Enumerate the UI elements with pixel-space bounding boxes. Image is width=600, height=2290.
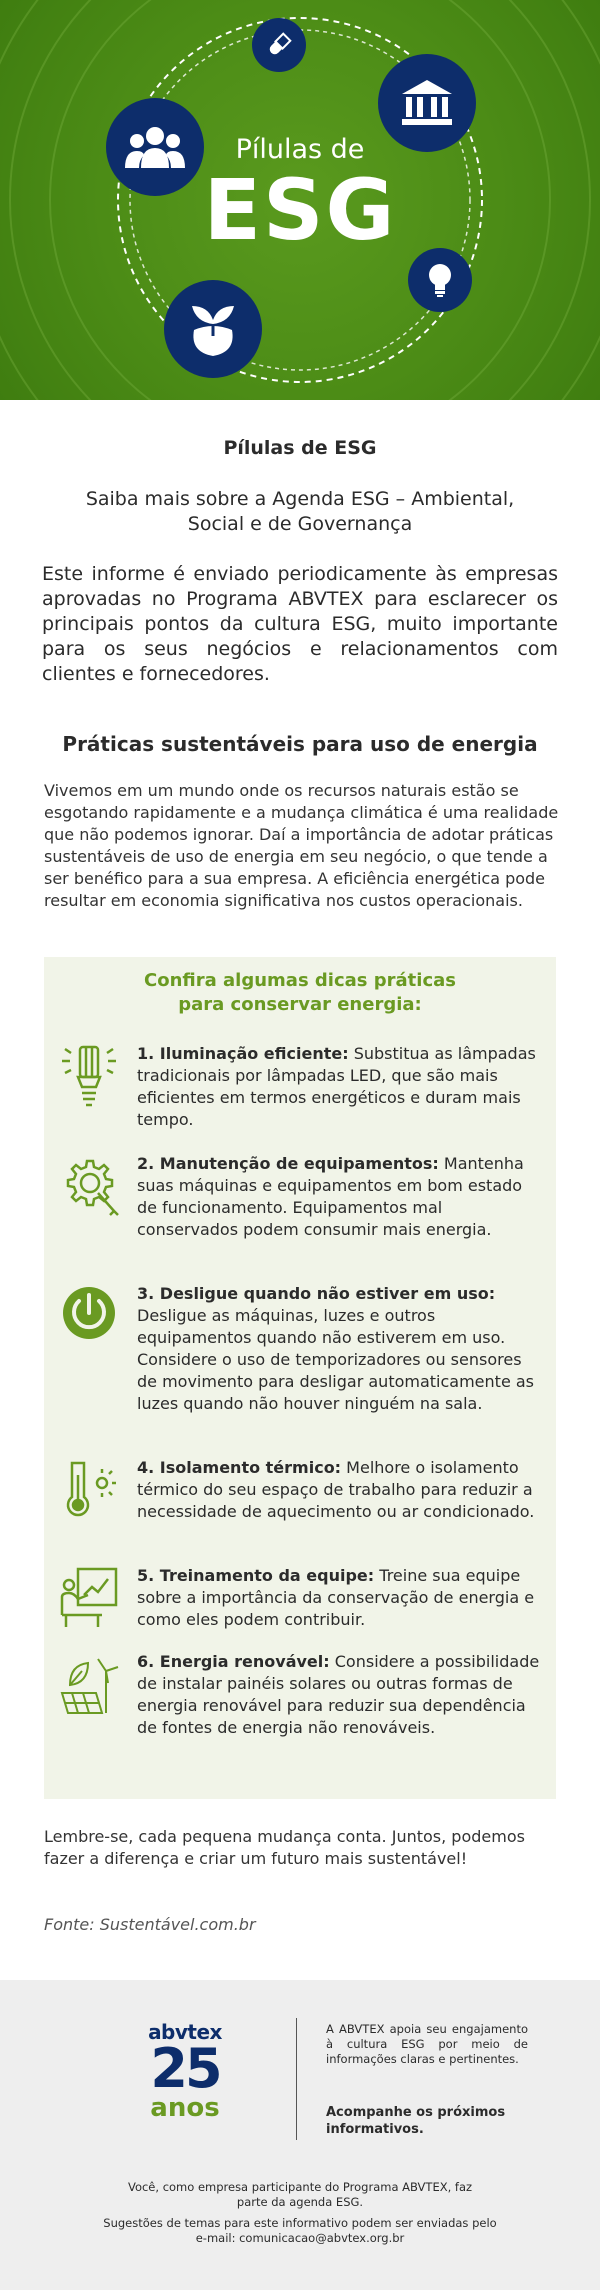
tip-text: 5. Treinamento da equipe: Treine sua equipe sobre a importância da conservação de energia e como eles podem contribuir. xyxy=(137,1566,535,1629)
tips-title-line2: para conservar energia: xyxy=(178,994,422,1015)
intro-body: Este informe é enviado periodicamente às empresas aprovadas no Programa ABVTEX para esclarecer os principais pontos da cultura ESG, muito importante para os seus negócios e relacionamentos com clientes e fornecedores. xyxy=(42,563,558,685)
hero-title: ESG xyxy=(203,161,397,259)
lightbulb-icon xyxy=(408,248,472,312)
tip-text: 2. Manutenção de equipamentos: Mantenha suas máquinas e equipamentos em bom estado de funcionamento. Equipamentos mal conservados podem consumir mais energia. xyxy=(137,1154,524,1239)
intro-title: Pílulas de ESG xyxy=(223,437,377,459)
source-text: Fonte: Sustentável.com.br xyxy=(44,1915,256,1934)
tip-text: 1. Iluminação eficiente: Substitua as lâmpadas tradicionais por lâmpadas LED, que são mais eficientes em termos energéticos e duram mais tempo. xyxy=(137,1044,536,1129)
thermometer-icon xyxy=(58,1457,120,1527)
tip-text: 6. Energia renovável: Considere a possibilidade de instalar painéis solares ou outras formas de energia renovável para reduzir sua dependência de fontes de energia não renováveis. xyxy=(137,1652,540,1737)
led-bulb-icon xyxy=(58,1043,120,1113)
section-body: Vivemos em um mundo onde os recursos naturais estão se esgotando rapidamente e a mudança climática é uma realidade que não podemos ignorar. Daí a importância de adotar práticas sustentáveis de uso de energia em seu negócio, o que tende a ser benéfico para a sua empresa. A eficiência energética pode resultar em economia significativa nos custos operacionais. xyxy=(44,781,559,910)
tip-text: 4. Isolamento térmico: Melhore o isolamento térmico do seu espaço de trabalho para reduzir a necessidade de aquecimento ou ar condicionado. xyxy=(137,1458,535,1521)
tips-title-line1: Confira algumas dicas práticas xyxy=(144,970,456,991)
footer-follow: Acompanhe os próximos informativos. xyxy=(326,2105,506,2137)
gear-wrench-icon xyxy=(58,1153,120,1223)
footer-divider xyxy=(296,2018,297,2140)
power-icon xyxy=(58,1283,120,1353)
footer-suggestions: Sugestões de temas para este informativo podem ser enviadas pelo e-mail: comunicacao@abvtex.org.br xyxy=(103,2216,497,2245)
abvtex-25-anos-logo xyxy=(140,2020,230,2122)
plant-icon xyxy=(164,280,262,378)
hero-banner xyxy=(0,0,600,400)
pill-icon xyxy=(252,18,306,72)
logo-brand: abvtex xyxy=(148,2020,222,2044)
footer-participation: Você, como empresa participante do Programa ABVTEX, faz parte da agenda ESG. xyxy=(127,2180,473,2209)
intro-subtitle: Saiba mais sobre a Agenda ESG – Ambiental, Social e de Governança xyxy=(85,488,515,535)
tips-title xyxy=(44,969,556,1017)
footer xyxy=(0,1980,600,2290)
logo-number: 25 xyxy=(150,2037,220,2100)
tip-text: 3. Desligue quando não estiver em uso: Desligue as máquinas, luzes e outros equipamentos quando não estiverem em uso. Considere o uso de temporizadores ou sensores de movimento para desligar automaticamente as luzes quando não houver ninguém na sala. xyxy=(137,1284,535,1413)
section-title: Práticas sustentáveis para uso de energia xyxy=(62,732,538,756)
logo-years: anos xyxy=(150,2093,220,2123)
tips-box xyxy=(44,957,556,1799)
hero-subtitle: Pílulas de xyxy=(235,134,365,165)
footer-note: A ABVTEX apoia seu engajamento à cultura ESG por meio de informações claras e pertinentes. xyxy=(326,2022,528,2066)
training-icon xyxy=(58,1565,120,1635)
closing-text: Lembre-se, cada pequena mudança conta. Juntos, podemos fazer a diferença e criar um futuro mais sustentável! xyxy=(44,1827,525,1868)
renewable-energy-icon xyxy=(58,1651,120,1721)
